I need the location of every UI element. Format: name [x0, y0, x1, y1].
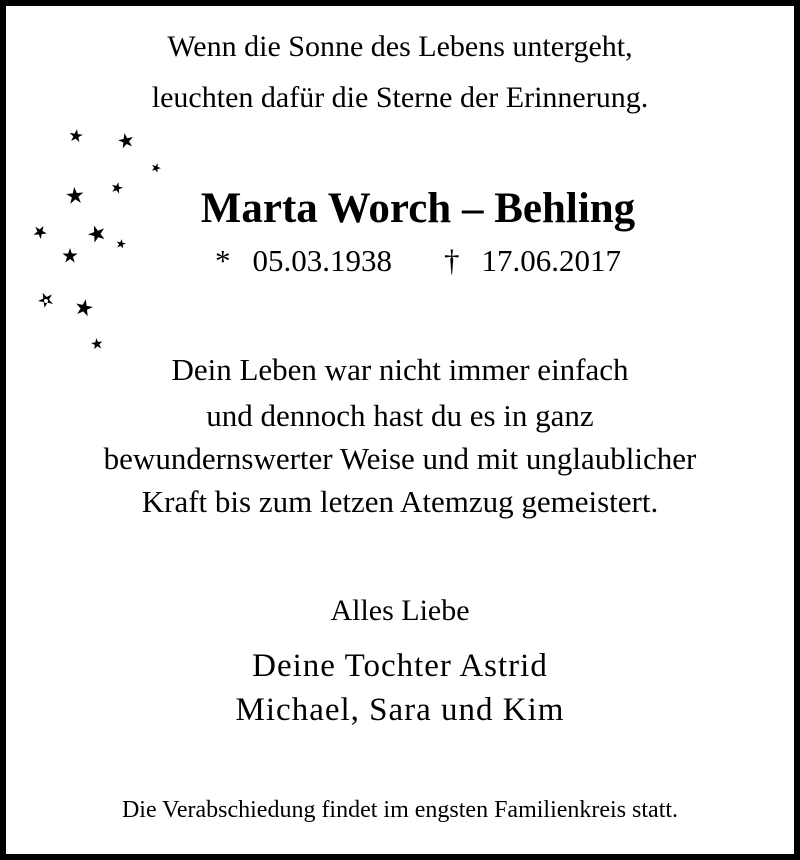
death-symbol: †	[444, 243, 460, 278]
motto-line-2: leuchten dafür die Sterne der Erinnerung.	[151, 81, 649, 114]
star-icon	[69, 128, 84, 142]
tribute-line-4: Kraft bis zum letzen Atemzug gemeistert.	[141, 484, 659, 519]
star-icon	[117, 132, 135, 149]
star-icon	[74, 297, 94, 316]
motto-line-1: Wenn die Sonne des Lebens untergeht,	[167, 30, 633, 63]
family-line-1: Deine Tochter Astrid	[252, 648, 548, 684]
tribute-line-1: Dein Leben war nicht immer einfach	[171, 352, 629, 387]
death-date: 17.06.2017	[481, 243, 621, 278]
birth-date: 05.03.1938	[252, 243, 392, 278]
closing-greeting: Alles Liebe	[330, 594, 470, 627]
deceased-name: Marta Worch – Behling	[200, 185, 636, 232]
tribute-line-2: und dennoch hast du es in ganz	[206, 398, 594, 433]
birth-symbol: *	[215, 243, 231, 278]
family-line-2: Michael, Sara und Kim	[235, 692, 565, 728]
star-icon	[150, 162, 162, 174]
tribute-line-3: bewundernswerter Weise und mit unglaublicher	[103, 441, 697, 476]
funeral-note: Die Verabschiedung findet im engsten Familienkreis statt.	[121, 797, 679, 823]
life-dates	[30, 243, 800, 279]
